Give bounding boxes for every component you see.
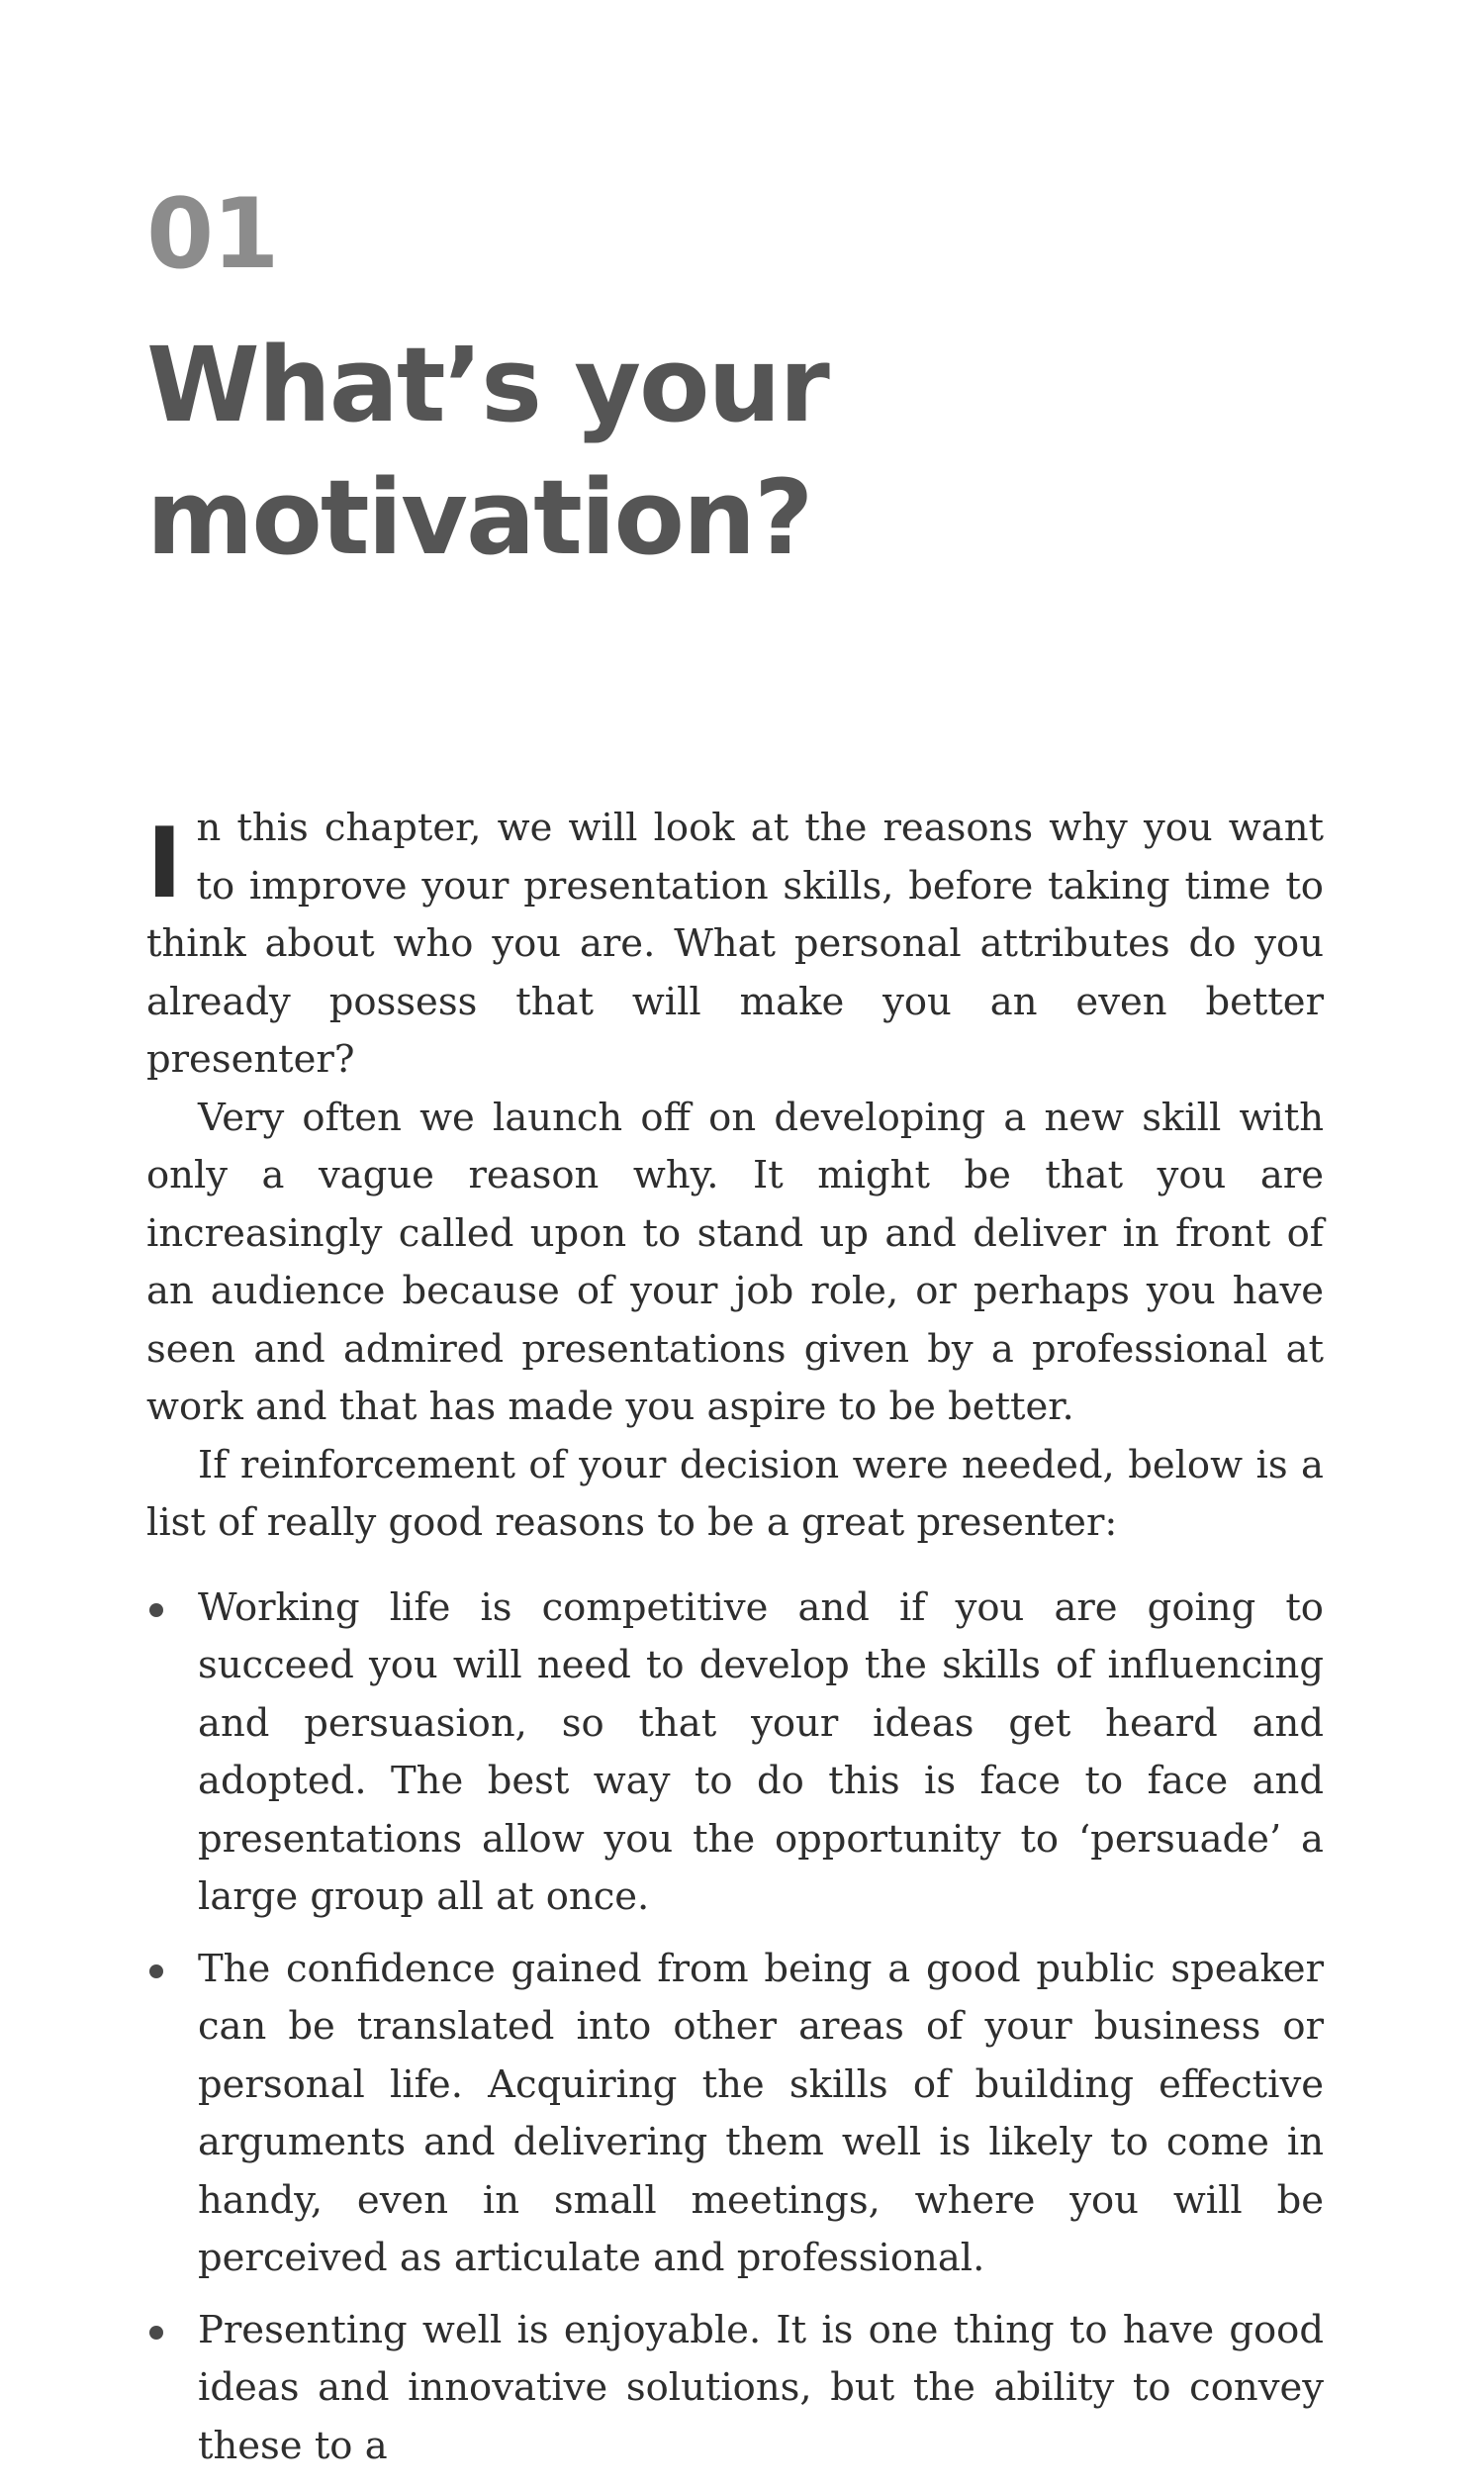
chapter-body bbox=[146, 800, 1324, 2489]
paragraph-launch-skill: Very often we launch off on developing a new skill with only a vague reason why. It might be that you are increasingly called upon to stand up and deliver in front of an audience because of your job role, or perhaps you have seen and admired presentations given by a professional at work and that has made you aspire to be better. bbox=[146, 1095, 1324, 1429]
list-item bbox=[146, 2302, 1324, 2476]
intro-paragraph-text: n this chapter, we will look at the reasons why you want to improve your presentation skills, before taking time to think about who you are. What personal attributes do you already possess that will make you an even better presenter? bbox=[146, 806, 1324, 1082]
chapter-number: 01 bbox=[146, 178, 278, 291]
bullet-icon bbox=[149, 1964, 163, 1978]
chapter-title: What’s your motivation? bbox=[146, 325, 828, 578]
paragraph-reinforcement: If reinforcement of your decision were needed, below is a list of really good reasons to be a great presenter: bbox=[146, 1442, 1324, 1545]
intro-paragraph bbox=[146, 800, 1324, 1090]
drop-cap: I bbox=[146, 808, 183, 920]
list-item-text: Working life is competitive and if you are going to succeed you will need to develop the skills of influencing and persuasion, so that your ideas get heard and adopted. The best way to do this is face to face and presentations allow you the opportunity to ‘persuade’ a large group all at once. bbox=[198, 1584, 1324, 1919]
list-item bbox=[146, 1941, 1324, 2288]
list-item-text: Presenting well is enjoyable. It is one thing to have good ideas and innovative solutions, but the ability to convey these to a bbox=[198, 2307, 1324, 2468]
list-item-text: The confidence gained from being a good public speaker can be translated into other areas of your business or personal life. Acquiring the skills of building effective arguments and delivering them well is likely to come in handy, even in small meetings, where you will be perceived as articulate and professional. bbox=[198, 1946, 1324, 2280]
bullet-icon bbox=[149, 1603, 163, 1617]
list-item bbox=[146, 1580, 1324, 1927]
bullet-icon bbox=[149, 2326, 163, 2340]
reasons-list bbox=[146, 1580, 1324, 2476]
